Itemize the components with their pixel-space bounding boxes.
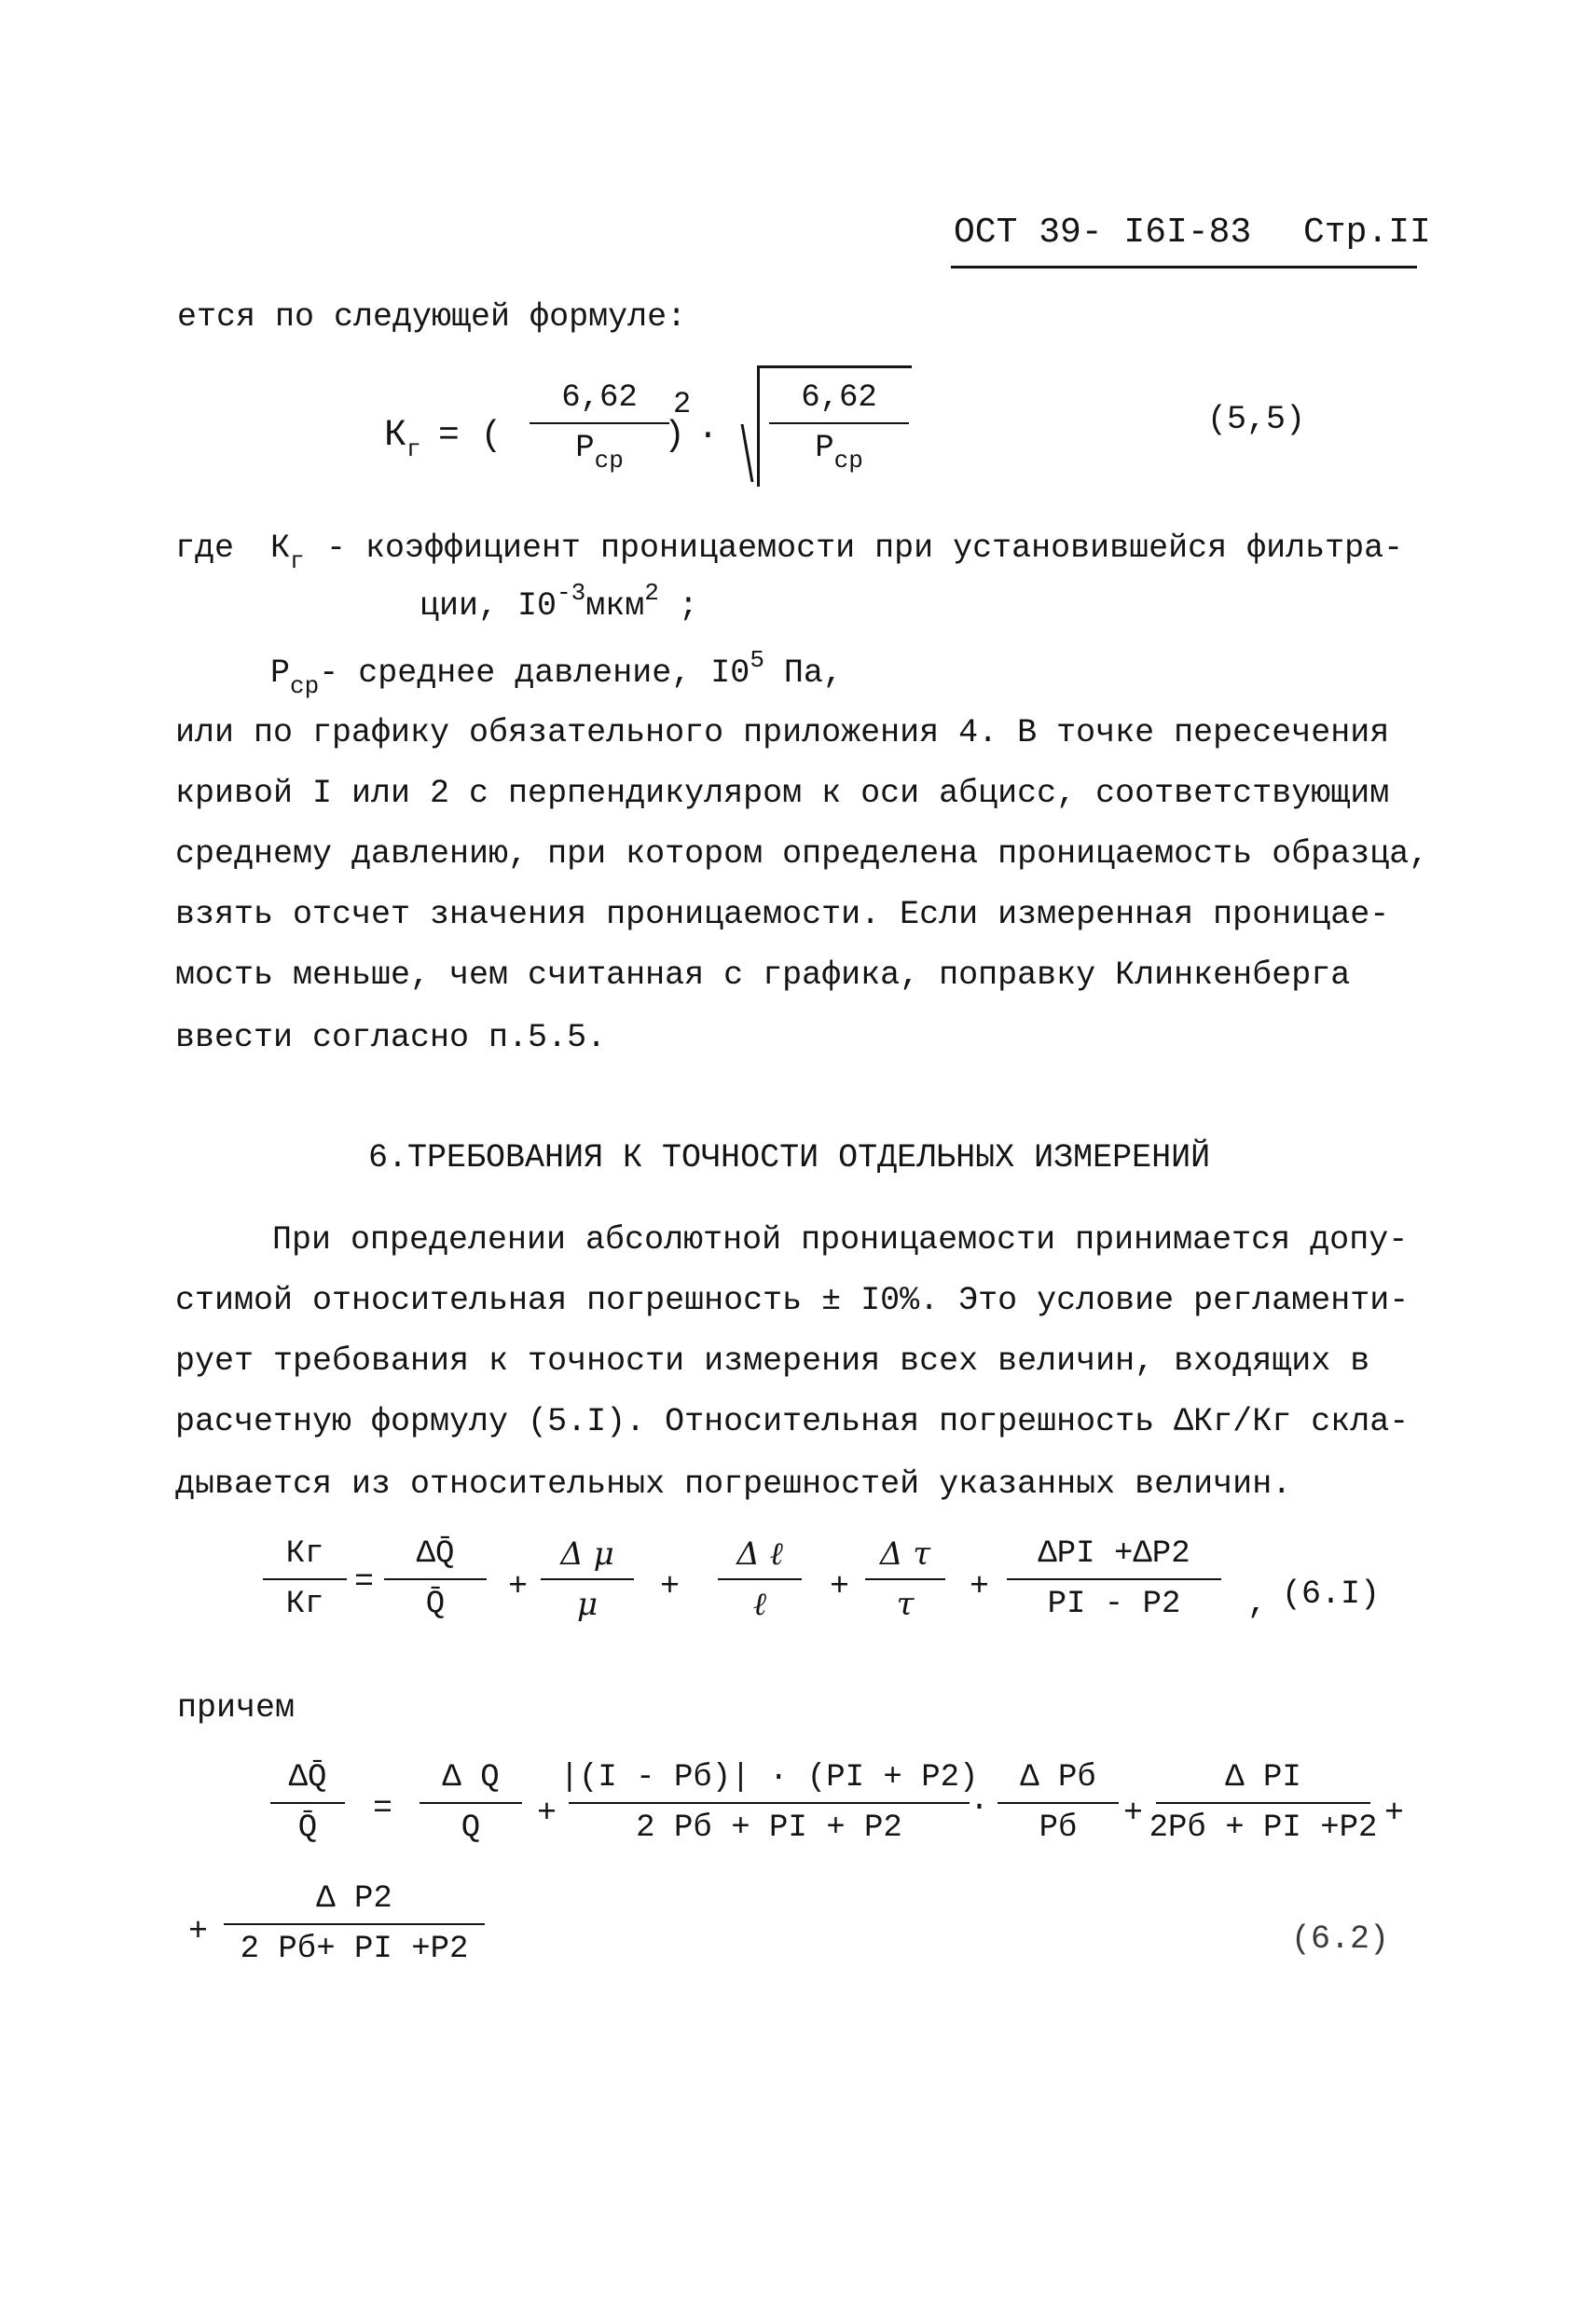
where-k-symbol: $К_г$ (270, 530, 305, 575)
eq62-plus: + (537, 1795, 557, 1832)
where-p-definition: $P_{ср}-$ среднее давление, $I0^5$ Па, (270, 646, 843, 700)
eq61-equals: = (354, 1563, 375, 1601)
where-k-definition: - коэффициент проницаемости при установившейся фильтра- (326, 530, 1404, 567)
eq61-comma: , (1247, 1585, 1268, 1622)
eq61-fraction-k: Кг Кг (263, 1534, 347, 1625)
eq61-plus: + (970, 1568, 990, 1605)
paragraph2-line: При определении абсолютной проницаемости принимается допу- (272, 1221, 1409, 1259)
eq61-plus: + (660, 1568, 681, 1605)
eq61-fraction-mu: Δ μ μ (541, 1534, 634, 1625)
section-title: 6.ТРЕБОВАНИЯ К ТОЧНОСТИ ОТДЕЛЬНЫХ ИЗМЕРЕНИЙ (368, 1139, 1211, 1177)
paragraph1-line: кривой I или 2 с перпендикуляром к оси абцисс, соответствующим (175, 775, 1390, 812)
eq61-fraction-p: ΔPI +ΔP2 PI - P2 (1007, 1534, 1221, 1625)
sqrt-overline (757, 365, 912, 368)
header-underline (951, 266, 1417, 268)
sqrt-sign-right (757, 365, 760, 487)
page-number: Стр.II (1303, 213, 1431, 253)
eq62-plus: + (1384, 1795, 1405, 1832)
eq62-plus: + (1123, 1795, 1144, 1832)
eq62-plus: + (188, 1913, 209, 1950)
eq62-equals: = (373, 1790, 393, 1827)
eq61-fraction-tau: Δ τ τ (865, 1534, 945, 1625)
paragraph1-line: среднему давлению, при котором определена проницаемость образца, (175, 835, 1429, 873)
eq61-plus: + (508, 1568, 529, 1605)
eq55-lhs: $К_г$ (384, 415, 421, 463)
paragraph2-line: рует требования к точности измерения всех величин, входящих в (175, 1342, 1370, 1380)
eq62-fraction-p1: Δ PI 2Pб + PI +P2 (1149, 1760, 1378, 1846)
eq62-number: (6.2) (1291, 1920, 1390, 1958)
eq55-dot: · (697, 416, 719, 456)
paragraph2-line: расчетную формулу (5.I). Относительная погрешность ΔКг/Кг скла- (175, 1403, 1410, 1440)
eq55-fraction: 6,62 $P_{ср}$ (530, 378, 669, 470)
paragraph1-line: мость меньше, чем считанная с графика, поправку Клинкенберга (175, 956, 1351, 994)
eq61-number: (6.I) (1282, 1576, 1381, 1613)
paragraph1-line: или по графику обязательного приложения 4. В точке пересечения (175, 714, 1390, 751)
where-k-units: ции, $I0^{-3}мкм^2$ ; (420, 579, 698, 625)
eq61-plus: + (830, 1568, 850, 1605)
eq61-fraction-q: ΔQ̄ Q̄ (384, 1534, 487, 1625)
paragraph2-line: стимой относительная погрешность ± I0%. Это условие регламенти- (175, 1282, 1410, 1319)
eq62-fraction-q: Δ Q Q (420, 1757, 522, 1849)
paragraph1-line: взять отсчет значения проницаемости. Если измеренная проницае- (175, 896, 1390, 933)
paragraph2-line: дывается из относительных погрешностей указанных величин. (175, 1466, 1292, 1503)
eq62-dot: · (970, 1788, 990, 1825)
eq62-fraction-bracket: |(I - Pб)| · (PI + P2) 2 Pб + PI + P2 (559, 1760, 979, 1846)
eq55-root-fraction: 6,62 $P_{ср}$ (769, 378, 909, 470)
eq62-fraction-q-bar: ΔQ̄ Q̄ (270, 1757, 345, 1849)
eq61-fraction-l: Δ ℓ ℓ (718, 1534, 802, 1625)
intro-line: ется по следующей формуле: (177, 298, 687, 336)
document-code: ОСТ 39- I6I-83 (954, 213, 1252, 253)
eq62-fraction-pb: Δ Pб Pб (998, 1757, 1119, 1849)
paragraph1-line: ввести согласно п.5.5. (175, 1019, 607, 1056)
where-word: где (175, 530, 235, 567)
eq62-fraction-p2: Δ P2 2 Pб+ PI +P2 (224, 1878, 485, 1970)
eq55-equals: = ( (438, 416, 502, 456)
eq55-number: (5,5) (1207, 401, 1306, 438)
sqrt-sign-left (741, 424, 754, 482)
eq55-power: 2 (673, 387, 692, 421)
eq55-close: ) (664, 416, 685, 456)
prichem-word: причем (177, 1689, 296, 1727)
